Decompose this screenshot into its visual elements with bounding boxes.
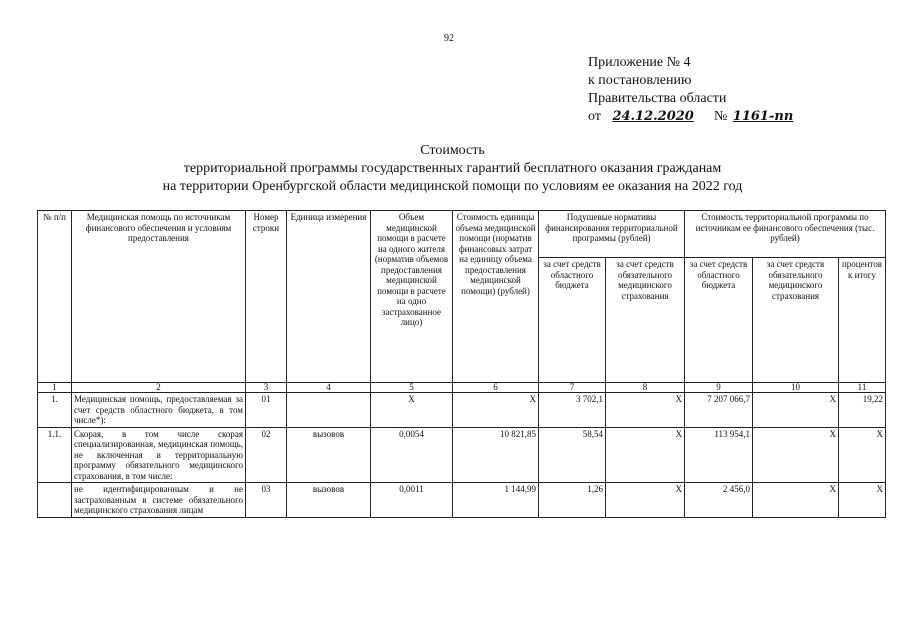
header-percent: процентов к итогу [839, 258, 886, 383]
col-number: 3 [246, 383, 287, 393]
cell-unit [287, 393, 371, 428]
col-number: 1 [38, 383, 72, 393]
title-line-2: территориальной программы государственных гарантий бесплатного оказания гражданам [183, 161, 722, 176]
handwritten-date: 24.12.2020 [612, 109, 694, 124]
cell-name: не идентифицированным и не застрахованным в системе обязательного медицинского страхования лицам [72, 483, 246, 518]
page-number: 92 [444, 33, 454, 44]
document-title [120, 142, 785, 196]
appendix-date-line [588, 108, 793, 126]
header-row-number: Номер строки [246, 211, 287, 383]
cell-cost-regional: 2 456,0 [685, 483, 753, 518]
cell-pc-regional: 58,54 [539, 427, 606, 483]
cell-num [38, 483, 72, 518]
cell-pc-regional: 1,26 [539, 483, 606, 518]
header-program-cost: Стоимость территориальной программы по источникам ее финансового обеспечения (тыс. рублей) [685, 211, 886, 258]
cell-name: Медицинская помощь, предоставляемая за счет средств областного бюджета, в том числе*): [72, 393, 246, 428]
number-prefix: № [713, 109, 728, 124]
col-number: 7 [539, 383, 606, 393]
col-number: 4 [287, 383, 371, 393]
col-number: 10 [753, 383, 839, 393]
col-number: 9 [685, 383, 753, 393]
table-row [38, 427, 886, 483]
table-row [38, 393, 886, 428]
col-number: 11 [839, 383, 886, 393]
appendix-title: Приложение № 4 [588, 55, 691, 70]
cell-pc-oms: X [606, 483, 685, 518]
cell-cost-regional: 113 954,1 [685, 427, 753, 483]
col-number: 6 [453, 383, 539, 393]
header-cost-oms: за счет средств обязательного медицинского страхования [753, 258, 839, 383]
cell-cost: 1 144,99 [453, 483, 539, 518]
cell-unit: вызовов [287, 483, 371, 518]
cell-row: 01 [246, 393, 287, 428]
cell-num: 1. [38, 393, 72, 428]
cell-unit: вызовов [287, 427, 371, 483]
col-number: 2 [72, 383, 246, 393]
cell-cost-regional: 7 207 066,7 [685, 393, 753, 428]
cell-cost-oms: X [753, 427, 839, 483]
header-volume: Объем медицинской помощи в расчете на одного жителя (норматив объемов предоставления медицинской помощи в расчете на одно застрахованное лицо) [371, 211, 453, 383]
cell-volume: 0,0011 [371, 483, 453, 518]
col-number: 5 [371, 383, 453, 393]
header-name: Медицинская помощь по источникам финансового обеспечения и условиям предоставления [72, 211, 246, 383]
cell-pc-oms: X [606, 393, 685, 428]
date-prefix: от [588, 109, 601, 124]
header-unit-cost: Стоимость единицы объема медицинской помощи (норматив финансовых затрат на единицу объема предоставления медицинской помощи) (рублей) [453, 211, 539, 383]
header-row-1 [38, 211, 886, 258]
appendix-decree: к постановлению [588, 73, 692, 88]
header-unit: Единица измерения [287, 211, 371, 383]
col-number: 8 [606, 383, 685, 393]
header-per-capita: Подушевые нормативы финансирования территориальной программы (рублей) [539, 211, 685, 258]
cell-volume: X [371, 393, 453, 428]
header-cost-regional: за счет средств областного бюджета [685, 258, 753, 383]
cell-name: Скорая, в том числе скорая специализированная, медицинская помощь, не включенная в территориальную программу обязательного медицинского страхования, в том числе: [72, 427, 246, 483]
cost-table [37, 210, 886, 518]
cell-percent: X [839, 483, 886, 518]
cell-percent: 19,22 [839, 393, 886, 428]
column-numbers-row [38, 383, 886, 393]
cell-volume: 0,0054 [371, 427, 453, 483]
cell-cost-oms: X [753, 393, 839, 428]
table-row [38, 483, 886, 518]
header-num: № п/п [38, 211, 72, 383]
cell-cost-oms: X [753, 483, 839, 518]
cell-num: 1.1. [38, 427, 72, 483]
handwritten-number: 1161-пп [732, 109, 794, 124]
cell-cost: 10 821,85 [453, 427, 539, 483]
appendix-block [588, 54, 793, 126]
cell-row: 02 [246, 427, 287, 483]
title-line-3: на территории Оренбургской области медицинской помощи по условиям ее оказания на 2022 год [162, 179, 743, 194]
cell-pc-regional: 3 702,1 [539, 393, 606, 428]
cell-cost: X [453, 393, 539, 428]
cell-pc-oms: X [606, 427, 685, 483]
cell-percent: X [839, 427, 886, 483]
cell-row: 03 [246, 483, 287, 518]
appendix-government: Правительства области [588, 91, 727, 106]
header-pc-oms: за счет средств обязательного медицинского страхования [606, 258, 685, 383]
header-pc-regional: за счет средств областного бюджета [539, 258, 606, 383]
title-line-1: Стоимость [420, 143, 485, 158]
